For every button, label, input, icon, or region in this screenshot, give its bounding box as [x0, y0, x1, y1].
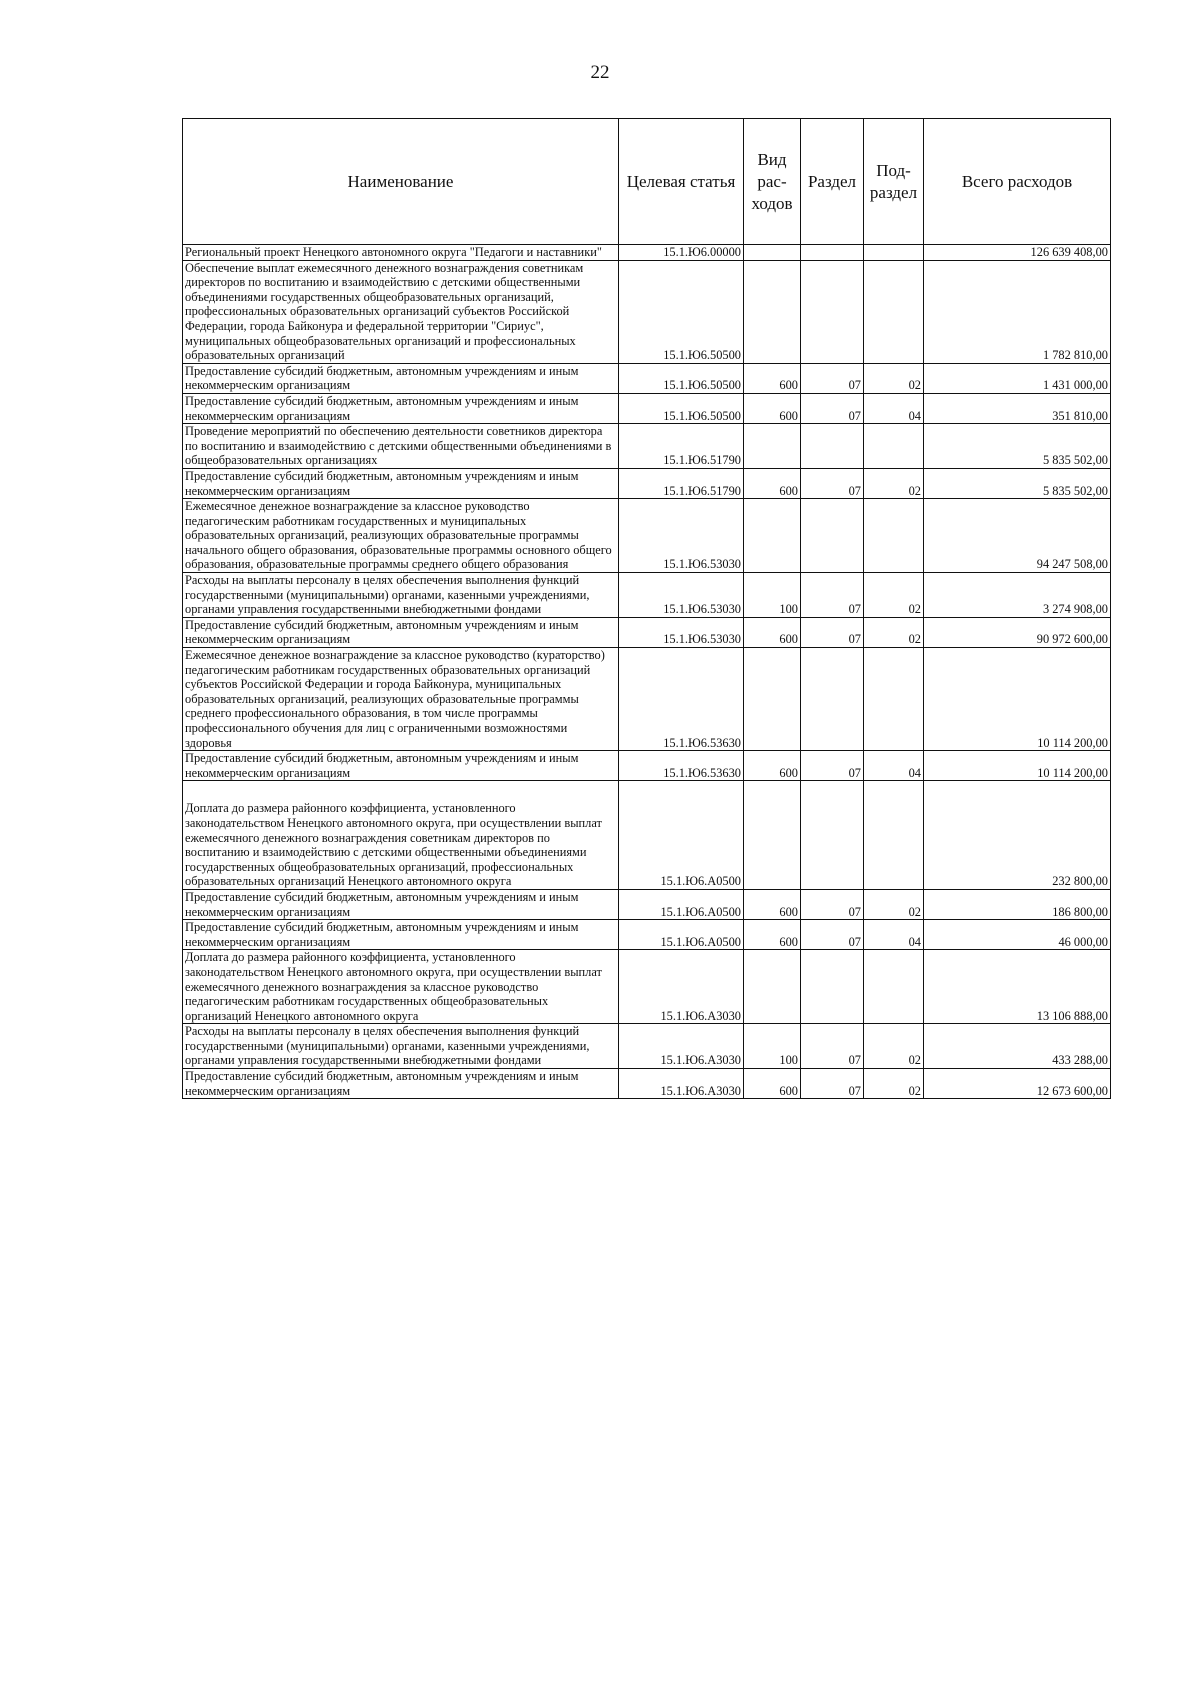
cell-type: 600 [744, 363, 801, 393]
cell-total: 1 782 810,00 [924, 260, 1111, 363]
table-row [183, 950, 1111, 1024]
cell-target: 15.1.Ю6.53030 [619, 573, 744, 618]
cell-section: 07 [801, 393, 864, 423]
cell-name: Предоставление субсидий бюджетным, автономным учреждениям и иным некоммерческим организациям [183, 751, 619, 781]
cell-name: Проведение мероприятий по обеспечению деятельности советников директора по воспитанию и взаимодействию с детскими общественными объединениями в общеобразовательных организациях [183, 424, 619, 469]
cell-section: 07 [801, 1069, 864, 1099]
cell-total: 232 800,00 [924, 781, 1111, 890]
cell-subsection [864, 499, 924, 573]
cell-total: 126 639 408,00 [924, 245, 1111, 261]
cell-subsection [864, 260, 924, 363]
cell-total: 1 431 000,00 [924, 363, 1111, 393]
cell-total: 13 106 888,00 [924, 950, 1111, 1024]
cell-total: 3 274 908,00 [924, 573, 1111, 618]
header-type-line1: Вид [757, 149, 787, 169]
cell-target: 15.1.Ю6.51790 [619, 424, 744, 469]
cell-name: Доплата до размера районного коэффициента, установленного законодательством Ненецкого автономного округа, при осуществлении выплат ежемесячного денежного вознаграждения за классное руководство педагогическим работникам государственных общеобразовательных организаций Ненецкого автономного округа [183, 950, 619, 1024]
cell-subsection: 02 [864, 363, 924, 393]
cell-name: Расходы на выплаты персоналу в целях обеспечения выполнения функций государственными (муниципальными) органами, казенными учреждениями, органами управления государственными внебюджетными фондами [183, 1024, 619, 1069]
cell-subsection: 02 [864, 889, 924, 919]
cell-target: 15.1.Ю6.53630 [619, 751, 744, 781]
cell-subsection: 04 [864, 751, 924, 781]
cell-total: 10 114 200,00 [924, 648, 1111, 751]
cell-name: Региональный проект Ненецкого автономного округа "Педагоги и наставники" [183, 245, 619, 261]
cell-target: 15.1.Ю6.А0500 [619, 781, 744, 890]
page-number: 22 [590, 62, 610, 83]
cell-type [744, 648, 801, 751]
cell-type: 600 [744, 468, 801, 498]
cell-target: 15.1.Ю6.51790 [619, 468, 744, 498]
cell-section [801, 260, 864, 363]
table-row [183, 245, 1111, 261]
cell-type [744, 260, 801, 363]
cell-type: 600 [744, 393, 801, 423]
cell-target: 15.1.Ю6.А0500 [619, 920, 744, 950]
table-row [183, 499, 1111, 573]
cell-type [744, 950, 801, 1024]
table-row [183, 424, 1111, 469]
cell-subsection: 02 [864, 1069, 924, 1099]
cell-name: Расходы на выплаты персоналу в целях обеспечения выполнения функций государственными (муниципальными) органами, казенными учреждениями, органами управления государственными внебюджетными фондами [183, 573, 619, 618]
cell-type: 600 [744, 1069, 801, 1099]
cell-section [801, 648, 864, 751]
cell-name: Предоставление субсидий бюджетным, автономным учреждениям и иным некоммерческим организациям [183, 393, 619, 423]
cell-section: 07 [801, 1024, 864, 1069]
header-section: Раздел [801, 119, 864, 245]
cell-section [801, 424, 864, 469]
cell-target: 15.1.Ю6.00000 [619, 245, 744, 261]
cell-subsection [864, 245, 924, 261]
cell-type [744, 499, 801, 573]
cell-type: 100 [744, 1024, 801, 1069]
cell-target: 15.1.Ю6.53030 [619, 499, 744, 573]
cell-total: 90 972 600,00 [924, 617, 1111, 647]
cell-total: 351 810,00 [924, 393, 1111, 423]
cell-total: 46 000,00 [924, 920, 1111, 950]
table-row [183, 1069, 1111, 1099]
cell-total: 5 835 502,00 [924, 468, 1111, 498]
cell-section: 07 [801, 889, 864, 919]
cell-type: 600 [744, 920, 801, 950]
cell-section [801, 781, 864, 890]
cell-section [801, 499, 864, 573]
cell-target: 15.1.Ю6.А0500 [619, 889, 744, 919]
cell-name: Ежемесячное денежное вознаграждение за классное руководство (кураторство) педагогическим работникам государственных образовательных организаций субъектов Российской Федерации и города Байконура, муниципальных образовательных организаций, реализующих образовательные программы среднего профессионального образования, в том числе программы профессионального обучения для лиц с ограниченными возможностями здоровья [183, 648, 619, 751]
header-total: Всего расходов [924, 119, 1111, 245]
cell-type: 600 [744, 889, 801, 919]
table-row [183, 781, 1111, 890]
cell-total: 5 835 502,00 [924, 424, 1111, 469]
cell-name: Ежемесячное денежное вознаграждение за классное руководство педагогическим работникам государственных и муниципальных образовательных организаций, реализующих образовательные программы начального общего образования, образовательные программы основного общего образования, образовательные программы среднего общего образования [183, 499, 619, 573]
cell-subsection: 04 [864, 393, 924, 423]
cell-name: Предоставление субсидий бюджетным, автономным учреждениям и иным некоммерческим организациям [183, 920, 619, 950]
cell-target: 15.1.Ю6.А3030 [619, 1069, 744, 1099]
cell-section: 07 [801, 363, 864, 393]
cell-type [744, 424, 801, 469]
cell-section: 07 [801, 468, 864, 498]
cell-target: 15.1.Ю6.50500 [619, 260, 744, 363]
cell-total: 12 673 600,00 [924, 1069, 1111, 1099]
cell-target: 15.1.Ю6.А3030 [619, 1024, 744, 1069]
cell-subsection [864, 950, 924, 1024]
cell-name: Обеспечение выплат ежемесячного денежного вознаграждения советникам директоров по воспитанию и взаимодействию с детскими общественными объединениями государственных общеобразовательных организаций, профессиональных образовательных организаций субъектов Российской Федерации, города Байконура и федеральной территории "Сириус", муниципальных общеобразовательных организаций и профессиональных образовательных организаций [183, 260, 619, 363]
cell-subsection: 02 [864, 617, 924, 647]
header-type [744, 119, 801, 245]
cell-name: Доплата до размера районного коэффициента, установленного законодательством Ненецкого автономного округа, при осуществлении выплат ежемесячного денежного вознаграждения советникам директоров по воспитанию и взаимодействию с детскими общественными объединениями государственных общеобразовательных организаций, профессиональных образовательных организаций Ненецкого автономного округа [183, 781, 619, 890]
cell-section: 07 [801, 751, 864, 781]
cell-type [744, 781, 801, 890]
cell-name: Предоставление субсидий бюджетным, автономным учреждениям и иным некоммерческим организациям [183, 1069, 619, 1099]
cell-target: 15.1.Ю6.53630 [619, 648, 744, 751]
cell-subsection: 02 [864, 468, 924, 498]
table-row [183, 260, 1111, 363]
table-row [183, 751, 1111, 781]
header-subsection-line1: Под- [876, 160, 911, 180]
table-row [183, 889, 1111, 919]
header-subsection-line2: раздел [869, 182, 918, 202]
cell-target: 15.1.Ю6.А3030 [619, 950, 744, 1024]
cell-section [801, 950, 864, 1024]
cell-subsection [864, 648, 924, 751]
table-row [183, 468, 1111, 498]
cell-total: 10 114 200,00 [924, 751, 1111, 781]
cell-name: Предоставление субсидий бюджетным, автономным учреждениям и иным некоммерческим организациям [183, 617, 619, 647]
header-type-line3: ходов [751, 193, 793, 213]
cell-target: 15.1.Ю6.50500 [619, 363, 744, 393]
cell-name: Предоставление субсидий бюджетным, автономным учреждениям и иным некоммерческим организациям [183, 363, 619, 393]
cell-subsection: 04 [864, 920, 924, 950]
header-subsection [864, 119, 924, 245]
table-row [183, 573, 1111, 618]
budget-table [182, 118, 1111, 1099]
cell-target: 15.1.Ю6.50500 [619, 393, 744, 423]
cell-total: 433 288,00 [924, 1024, 1111, 1069]
table-row [183, 363, 1111, 393]
cell-subsection [864, 781, 924, 890]
cell-name: Предоставление субсидий бюджетным, автономным учреждениям и иным некоммерческим организациям [183, 468, 619, 498]
header-type-line2: рас- [757, 171, 787, 191]
cell-name: Предоставление субсидий бюджетным, автономным учреждениям и иным некоммерческим организациям [183, 889, 619, 919]
table-header-row [183, 119, 1111, 245]
cell-section: 07 [801, 573, 864, 618]
table-row [183, 920, 1111, 950]
cell-target: 15.1.Ю6.53030 [619, 617, 744, 647]
header-target: Целевая статья [619, 119, 744, 245]
cell-total: 94 247 508,00 [924, 499, 1111, 573]
table-row [183, 393, 1111, 423]
table-row [183, 617, 1111, 647]
cell-subsection: 02 [864, 1024, 924, 1069]
cell-total: 186 800,00 [924, 889, 1111, 919]
cell-section: 07 [801, 617, 864, 647]
table-row [183, 648, 1111, 751]
cell-type: 600 [744, 751, 801, 781]
header-name: Наименование [183, 119, 619, 245]
cell-type: 600 [744, 617, 801, 647]
cell-subsection [864, 424, 924, 469]
cell-subsection: 02 [864, 573, 924, 618]
cell-type: 100 [744, 573, 801, 618]
cell-section [801, 245, 864, 261]
cell-type [744, 245, 801, 261]
cell-section: 07 [801, 920, 864, 950]
table-row [183, 1024, 1111, 1069]
